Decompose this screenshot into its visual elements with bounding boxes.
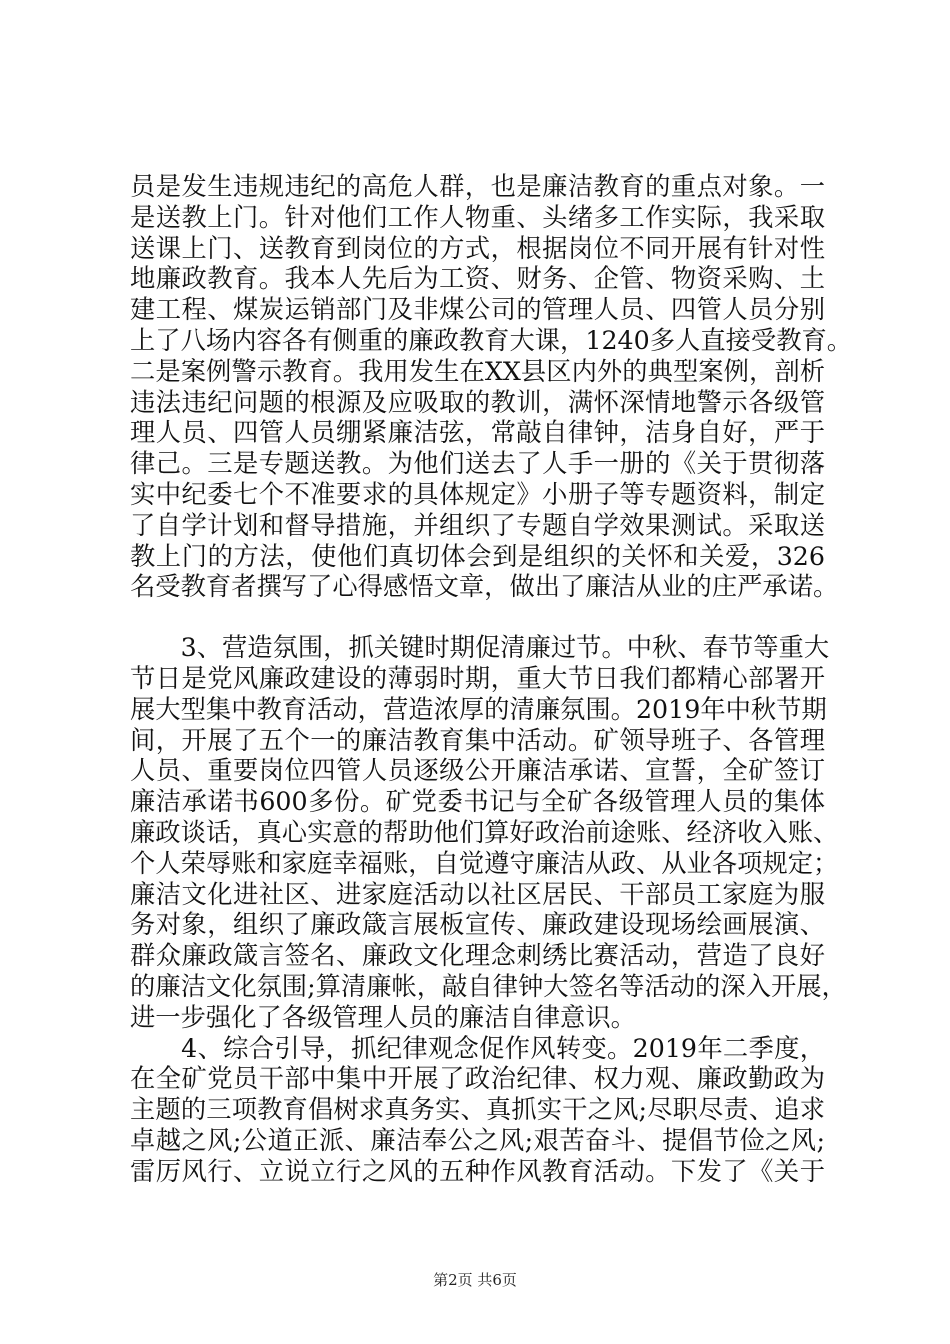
text-line: 雷厉风行、立说立行之风的五种作风教育活动。下发了《关于 xyxy=(130,1156,825,1186)
text-line: 教上门的方法，使他们真切体会到是组织的关怀和关爱，326 xyxy=(130,541,825,571)
text-line: 卓越之风;公道正派、廉洁奉公之风;艰苦奋斗、提倡节俭之风; xyxy=(130,1125,825,1155)
paragraph-spacer xyxy=(130,603,825,633)
text-line: 律己。三是专题送教。为他们送去了人手一册的《关于贯彻落 xyxy=(130,449,825,479)
text-line: 廉洁文化进社区、进家庭活动以社区居民、干部员工家庭为服 xyxy=(130,879,825,909)
page-footer: 第2页 共6页 xyxy=(433,1271,517,1289)
text-line: 群众廉政箴言签名、廉政文化理念刺绣比赛活动，营造了良好 xyxy=(130,941,825,971)
text-line: 员是发生违规违纪的高危人群，也是廉洁教育的重点对象。一 xyxy=(130,172,825,201)
text-line: 的廉洁文化氛围;算清廉帐，敲自律钟大签名等活动的深入开展， xyxy=(130,971,847,1001)
text-line: 送课上门、送教育到岗位的方式，根据岗位不同开展有针对性 xyxy=(130,233,825,263)
text-line: 上了八场内容各有侧重的廉政教育大课，1240多人直接受教育。 xyxy=(130,325,853,355)
text-line: 了自学计划和督导措施，并组织了专题自学效果测试。采取送 xyxy=(130,510,825,540)
text-line: 是送教上门。针对他们工作人物重、头绪多工作实际，我采取 xyxy=(130,202,825,232)
text-line: 进一步强化了各级管理人员的廉洁自律意识。 xyxy=(130,1002,636,1032)
text-line: 廉政谈话，真心实意的帮助他们算好政治前途账、经济收入账、 xyxy=(130,817,839,847)
document-body xyxy=(130,172,853,1188)
text-line: 间，开展了五个一的廉洁教育集中活动。矿领导班子、各管理 xyxy=(130,725,825,755)
text-line: 展大型集中教育活动，营造浓厚的清廉氛围。2019年中秋节期 xyxy=(130,694,827,724)
text-line: 二是案例警示教育。我用发生在XX县区内外的典型案例，剖析 xyxy=(130,356,825,386)
text-line: 3、营造氛围，抓关键时期促清廉过节。中秋、春节等重大 xyxy=(130,633,830,663)
text-line: 理人员、四管人员绷紧廉洁弦，常敲自律钟，洁身自好，严于 xyxy=(130,418,825,448)
text-line: 4、综合引导，抓纪律观念促作风转变。2019年二季度， xyxy=(130,1033,825,1063)
paragraph xyxy=(130,633,847,1033)
text-line: 建工程、煤炭运销部门及非煤公司的管理人员、四管人员分别 xyxy=(130,295,825,325)
text-line: 务对象，组织了廉政箴言展板宣传、廉政建设现场绘画展演、 xyxy=(130,910,825,940)
text-line: 主题的三项教育倡树求真务实、真抓实干之风;尽职尽责、追求 xyxy=(130,1095,825,1125)
text-line: 实中纪委七个不准要求的具体规定》小册子等专题资料，制定 xyxy=(130,479,825,509)
text-line: 在全矿党员干部中集中开展了政治纪律、权力观、廉政勤政为 xyxy=(130,1064,825,1094)
paragraph xyxy=(130,1034,825,1188)
text-line: 名受教育者撰写了心得感悟文章，做出了廉洁从业的庄严承诺。 xyxy=(130,572,839,602)
text-line: 人员、重要岗位四管人员逐级公开廉洁承诺、宣誓，全矿签订 xyxy=(130,756,825,786)
text-line: 地廉政教育。我本人先后为工资、财务、企管、物资采购、土 xyxy=(130,264,825,294)
text-line: 个人荣辱账和家庭幸福账，自觉遵守廉洁从政、从业各项规定； xyxy=(130,848,839,878)
paragraph xyxy=(130,172,853,603)
text-line: 违法违纪问题的根源及应吸取的教训，满怀深情地警示各级管 xyxy=(130,387,825,417)
text-line: 廉洁承诺书600多份。矿党委书记与全矿各级管理人员的集体 xyxy=(130,787,825,817)
text-line: 节日是党风廉政建设的薄弱时期，重大节日我们都精心部署开 xyxy=(130,663,825,693)
